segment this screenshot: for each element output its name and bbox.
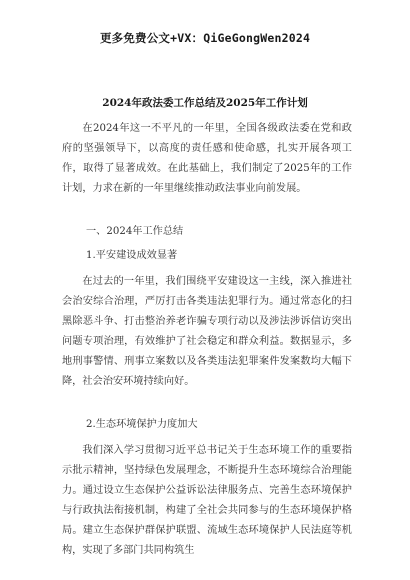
subsection-1-heading: 1.平安建设成效显著 xyxy=(86,250,178,261)
document-title: 2024年政法委工作总结及2025年工作计划 xyxy=(102,97,308,109)
subsection-1-paragraph: 在过去的一年里，我们围绕平安建设这一主线，深入推进社会治安综合治理，严厉打击各类违法犯罪行为。通过常态化的扫黑除恶斗争、打击整治养老诈骗专项行动以及涉法涉诉信访突出问题专项治理，有效维护了社会稳定和群众利益。数据显示，多地刑事警情、刑事立案数以及各类违法犯罪案件发案数均大幅下降，社会治安环境持续向好。 xyxy=(62,276,352,387)
header-note: 更多免费公文+VX：QiGeGongWen2024 xyxy=(99,31,311,45)
subsection-2-heading: 2.生态环境保护力度加大 xyxy=(86,419,198,430)
intro-paragraph: 在2024年这一不平凡的一年里，全国各级政法委在党和政府的坚强领导下，以高度的责任感和使命感，扎实开展各项工作，取得了显著成效。在此基础上，我们制定了2025年的工作计划，力求在新的一年里继续推动政法事业向前发展。 xyxy=(62,123,352,194)
section-heading: 一、2024年工作总结 xyxy=(86,226,184,237)
subsection-2-paragraph: 我们深入学习贯彻习近平总书记关于生态环境工作的重要指示批示精神，坚持绿色发展理念，不断提升生态环境综合治理能力。通过设立生态保护公益诉讼法律服务点、完善生态环境保护与行政执法衔接机制，构建了全社会共同参与的生态环境保护格局。建立生态保护群保护联盟、流域生态环境保护人民法庭等机构，实现了多部门共同构筑生 xyxy=(62,445,352,556)
